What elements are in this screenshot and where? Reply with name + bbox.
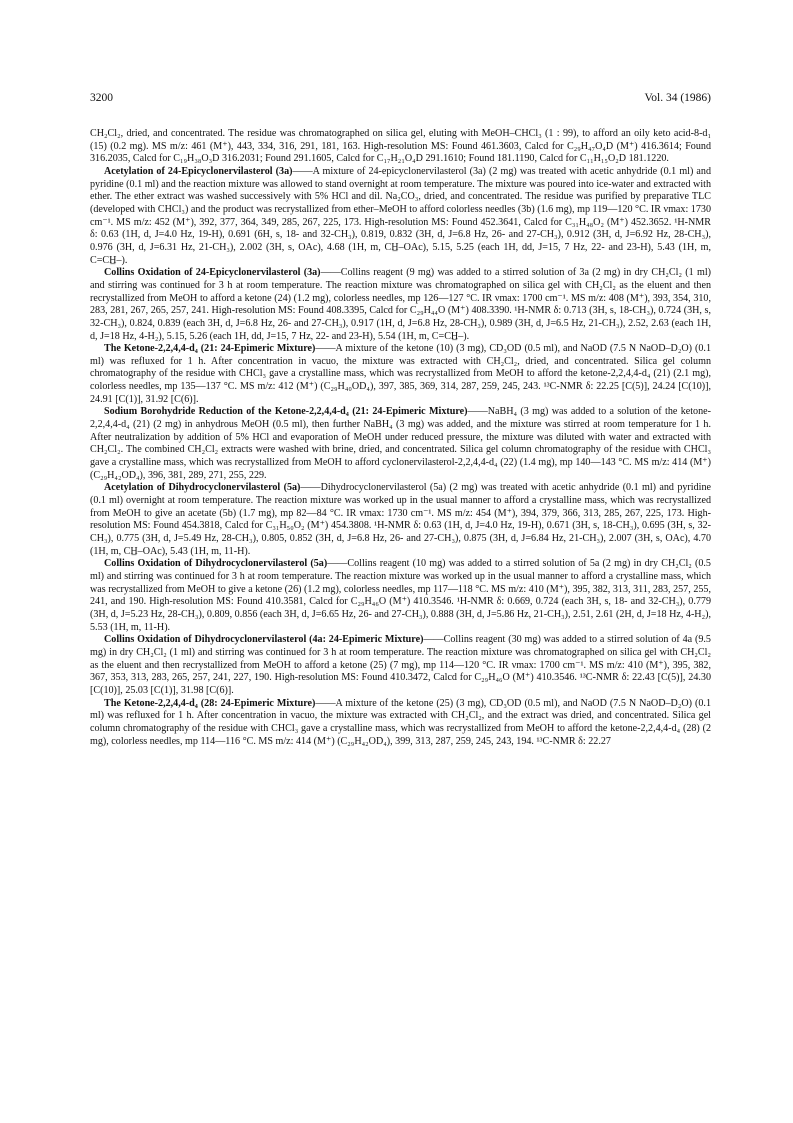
section-heading: Sodium Borohydride Reduction of the Ketone-2,2,4,4-d₄ (21: 24-Epimeric Mixture)	[104, 406, 468, 418]
paragraph-text: ——A mixture of 24-epicyclonervilasterol (3a) (2 mg) was treated with acetic anhydride (0.1 ml) and pyridine (0.1 ml) and the reaction mixture was allowed to stand overnight at room temperature. The mixture was poured into ice-water and extracted with ether. The ether extract was washed successively with 5% HCl and dil. Na₂CO₃, dried, and concentrated. The residue was purified by preparative TLC (developed with CHCl₃) and the product was recrystallized from ether–MeOH to afford colorless needles (3b) (1.6 mg), mp 119—120 °C. IR νmax: 1730 cm⁻¹. MS m/z: 452 (M⁺), 392, 377, 364, 349, 285, 267, 225, 173. High-resolution MS: Found 452.3641, Calcd for C₃₁H₄₈O₂ (M⁺) 452.3652. ¹H-NMR δ: 0.63 (1H, d, J=4.0 Hz, 19-H), 0.691 (6H, s, 18- and 32-CH₃), 0.819, 0.832 (3H, d, J=6.8 Hz, 26- and 27-CH₃), 0.912 (3H, d, J=6.92 Hz, 28-CH₃), 0.976 (3H, d, J=6.31 Hz, 21-CH₃), 2.002 (3H, s, OAc), 4.68 (1H, m, CH̲–OAc), 5.15, 5.25 (each 1H, dd, J=15, 7 Hz, 22- and 23-H), 5.43 (1H, m, C=CH̲–).	[90, 165, 711, 266]
paragraph-text: ——A mixture of the ketone (10) (3 mg), CD₃OD (0.5 ml), and NaOD (7.5 N NaOD–D₂O) (0.1 ml) was refluxed for 1 h. After concentration in vacuo, the mixture was extracted with CH₂Cl₂, dried, and concentrated. Silica gel column chromatography of the residue with CHCl₃ gave a crystalline mass, which was recrystallized from MeOH to afford the ketone-2,2,4,4-d₄ (21) (2.1 mg), colorless needles, mp 135—137 °C. MS m/z: 412 (M⁺) (C₂₉H₄₀OD₄), 397, 385, 369, 314, 287, 259, 245, 243. ¹³C-NMR δ: 22.25 [C(5)], 24.24 [C(10)], 24.91 [C(1)], 31.92 [C(6)].	[90, 343, 711, 405]
paragraph	[90, 128, 711, 166]
journal-volume: Vol. 34 (1986)	[644, 92, 711, 104]
page-header	[90, 92, 711, 108]
paragraph	[90, 267, 711, 343]
paragraph	[90, 698, 711, 749]
paragraph-text: ——Collins reagent (9 mg) was added to a stirred solution of 3a (2 mg) in dry CH₂Cl₂ (1 ml) and stirring was continued for 3 h at room temperature. The reaction mixture was chromatographed on silica gel with CH₂Cl₂ as the eluent and then recrystallized from MeOH to afford a ketone (24) (1.2 mg), colorless needles, mp 126—127 °C. IR νmax: 1700 cm⁻¹. MS m/z: 408 (M⁺), 393, 354, 310, 283, 281, 267, 265, 257, 241. High-resolution MS: Found 408.3395, Calcd for C₂₉H₄₄O (M⁺) 408.3390. ¹H-NMR δ: 0.713 (3H, s, 18-CH₃), 0.724 (3H, s, 32-CH₃), 0.824, 0.839 (each 3H, d, J=6.8 Hz, 26- and 27-CH₃), 0.917 (1H, d, J=6.8 Hz, 28-CH₃), 0.989 (3H, d, J=6.5 Hz, 21-CH₃), 2.52, 2.63 (each 1H, d, J=18 Hz, 4-H₂), 5.15, 5.26 (each 1H, dd, J=15, 7 Hz, 22- and 23-H), 5.54 (1H, m, C=CH̲–).	[90, 267, 711, 342]
paragraph-text: ——Dihydrocyclonervilasterol (5a) (2 mg) was treated with acetic anhydride (0.1 ml) and pyridine (0.1 ml) overnight at room temperature. The reaction mixture was worked up in the usual manner to afford a crystalline mass, which was recrystallized from MeOH to give an acetate (5b) (1.7 mg), mp 82—84 °C. IR νmax: 1730 cm⁻¹. MS m/z: 454 (M⁺), 394, 379, 366, 313, 285, 267, 225, 173. High-resolution MS: Found 454.3818, Calcd for C₃₁H₅₀O₂ (M⁺) 454.3808. ¹H-NMR δ: 0.63 (1H, d, J=4.0 Hz, 19-H), 0.671 (3H, s, 18-CH₃), 0.695 (3H, s, 32-CH₃), 0.775 (3H, d, J=5.49 Hz, 28-CH₃), 0.805, 0.852 (3H, d, J=6.8 Hz, 26- and 27-CH₃), 0.875 (3H, d, J=6.84 Hz, 21-CH₃), 2.007 (3H, s, OAc), 4.70 (1H, m, CH̲–OAc), 5.43 (1H, m, 11-H).	[90, 482, 711, 557]
paragraph	[90, 343, 711, 406]
paragraph-text: CH₂Cl₂, dried, and concentrated. The residue was chromatographed on silica gel, eluting with MeOH–CHCl₃ (1 : 99), to afford an oily keto acid-8-d₁ (15) (0.2 mg). MS m/z: 461 (M⁺), 443, 334, 316, 291, 181, 163. High-resolution MS: Found 461.3603, Calcd for C₂₉H₄₇O₄D (M⁺) 416.3614; Found 316.2035, Calcd for C₁₉H₃₈O₃D 316.2031; Found 291.1605, Calcd for C₁₇H₂₁O₄D 291.1610; Found 181.1190, Calcd for C₁₁H₁₅O₂D 181.1220.	[90, 128, 711, 165]
article-body	[90, 128, 711, 748]
paragraph-text: ——Collins reagent (10 mg) was added to a stirred solution of 5a (2 mg) in dry CH₂Cl₂ (0.5 ml) and stirring was continued for 3 h at room temperature. The reaction mixture was worked up in the usual manner to afford a crystalline mass, which was recrystallized from MeOH to give a ketone (26) (1.2 mg), colorless needles, mp 117—118 °C. MS m/z: 410 (M⁺), 395, 382, 313, 311, 283, 257, 255, 241, and 190. High-resolution MS: Found 410.3581, Calcd for C₂₉H₄₆O (M⁺) 410.3546. ¹H-NMR δ: 0.669, 0.724 (each 3H, s, 18- and 32-CH₃), 0.779 (3H, d, J=5.23 Hz, 28-CH₃), 0.809, 0.856 (each 3H, d, J=6.65 Hz, 26- and 27-CH₃), 0.888 (3H, d, J=5.86 Hz, 21-CH₃), 2.51, 2.61 (2H, d, J=18 Hz, 4-H₂), 5.53 (1H, m, 11-H).	[90, 558, 711, 633]
paragraph	[90, 406, 711, 482]
paragraph-text: ——Collins reagent (30 mg) was added to a stirred solution of 4a (9.5 mg) in dry CH₂Cl₂ (1 ml) and stirring was continued for 3 h at room temperature. The reaction mixture was chromatographed on silica gel with CH₂Cl₂ as the eluent and then recrystallized from MeOH to afford a ketone (25) (7 mg), mp 114—120 °C. IR νmax: 1700 cm⁻¹. MS m/z: 410 (M⁺), 395, 382, 367, 353, 313, 283, 265, 257, 241, 227, 190. High-resolution MS: Found 410.3472, Calcd for C₂₉H₄₆O (M⁺) 410.3546. ¹³C-NMR δ: 22.43 [C(5)], 24.30 [C(10)], 25.03 [C(1)], 31.98 [C(6)].	[90, 634, 711, 696]
page-number: 3200	[90, 92, 113, 104]
paragraph	[90, 482, 711, 558]
paragraph-text: ——A mixture of the ketone (25) (3 mg), CD₃OD (0.5 ml), and NaOD (7.5 N NaOD–D₂O) (0.1 ml) was refluxed for 1 h. After concentration in vacuo, the mixture was extracted with CH₂Cl₂, and the extract was dried, and concentrated. Silica gel column chromatography of the residue with CHCl₃ gave a crystalline mass, which was recrystallized from MeOH to afford the ketone-2,2,4,4-d₄ (28) (2 mg), colorless needles, mp 114—116 °C. MS m/z: 414 (M⁺) (C₂₉H₄₂OD₄), 399, 313, 287, 259, 245, 243, 194. ¹³C-NMR δ: 22.27	[90, 697, 711, 747]
section-heading: Collins Oxidation of Dihydrocyclonervilasterol (5a)	[104, 558, 328, 570]
paragraph	[90, 634, 711, 697]
section-heading: Acetylation of Dihydrocyclonervilasterol (5a)	[104, 482, 301, 494]
section-heading: Collins Oxidation of 24-Epicyclonervilasterol (3a)	[104, 267, 321, 279]
paragraph-text: ——NaBH₄ (3 mg) was added to a solution of the ketone-2,2,4,4-d₄ (21) (2 mg) in anhydrous MeOH (0.5 ml), then further NaBH₄ (3 mg) was added, and the mixture was stirred at room temperature for 1 h. After neutralization by addition of 5% HCl and evaporation of MeOH under reduced pressure, the mixture was diluted with water and extracted with CH₂Cl₂. The combined CH₂Cl₂ extracts were washed with brine, dried, and concentrated. Silica gel column chromatography of the residue with CHCl₃ gave a crystalline mass, which was recrystallized from MeOH to afford cyclonervilasterol-2,2,4,4-d₄ (22) (1.4 mg), mp 140—143 °C. MS m/z: 414 (M⁺) (C₂₉H₄₂OD₄), 396, 381, 289, 271, 255, 229.	[90, 406, 711, 481]
paragraph	[90, 166, 711, 267]
section-heading: The Ketone-2,2,4,4-d₄ (21: 24-Epimeric Mixture)	[104, 343, 316, 355]
paragraph	[90, 558, 711, 634]
section-heading: The Ketone-2,2,4,4-d₄ (28: 24-Epimeric Mixture)	[104, 697, 316, 709]
section-heading: Acetylation of 24-Epicyclonervilasterol (3a)	[104, 165, 293, 177]
section-heading: Collins Oxidation of Dihydrocyclonervilasterol (4a: 24-Epimeric Mixture)	[104, 634, 424, 646]
